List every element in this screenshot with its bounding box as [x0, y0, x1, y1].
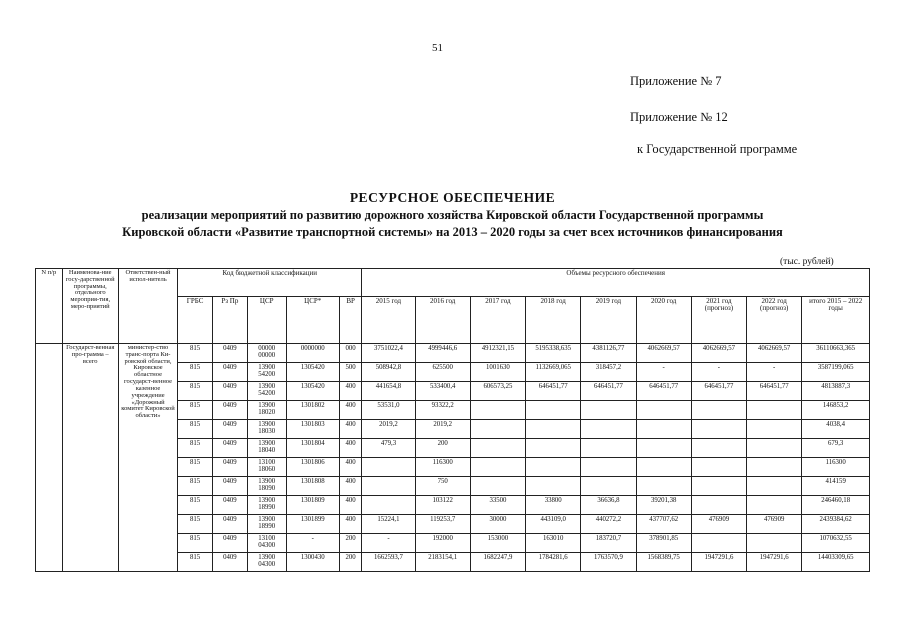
cell-y2020: 378901,85: [636, 534, 691, 553]
row-number-cell: [36, 344, 63, 572]
cell-y2020: [636, 420, 691, 439]
cell-rzpr: 0409: [212, 344, 247, 363]
cell-y2016: 116300: [415, 458, 470, 477]
cell-y2016: 93322,2: [415, 401, 470, 420]
cell-rzpr: 0409: [212, 496, 247, 515]
cell-total: 14403309,65: [802, 553, 870, 572]
cell-grbs: 815: [178, 553, 213, 572]
cell-y2016: 103122: [415, 496, 470, 515]
cell-y2020: 1568389,75: [636, 553, 691, 572]
header-2019: 2019 год: [581, 296, 636, 343]
cell-y2021: 1947291,6: [691, 553, 746, 572]
cell-grbs: 815: [178, 458, 213, 477]
cell-rzpr: 0409: [212, 515, 247, 534]
header-csr-star: ЦСР*: [286, 296, 339, 343]
cell-rzpr: 0409: [212, 477, 247, 496]
cell-y2021: 646451,77: [691, 382, 746, 401]
cell-y2015: -: [362, 534, 415, 553]
cell-y2017: [470, 401, 525, 420]
appendix-program: к Государственной программе: [637, 142, 798, 156]
cell-rzpr: 0409: [212, 363, 247, 382]
header-2018: 2018 год: [526, 296, 581, 343]
header-num: N п/р: [36, 269, 63, 344]
cell-y2015: 15224,1: [362, 515, 415, 534]
cell-y2016: 533400,4: [415, 382, 470, 401]
cell-rzpr: 0409: [212, 439, 247, 458]
cell-y2022: [747, 477, 802, 496]
cell-y2017: 606573,25: [470, 382, 525, 401]
header-volumes: Объемы ресурсного обеспечения: [362, 269, 870, 297]
cell-y2015: [362, 477, 415, 496]
cell-y2017: [470, 477, 525, 496]
cell-y2017: [470, 420, 525, 439]
header-2020: 2020 год: [636, 296, 691, 343]
cell-y2019: [581, 458, 636, 477]
cell-total: 246460,18: [802, 496, 870, 515]
cell-y2018: 646451,77: [526, 382, 581, 401]
cell-y2017: 4912321,15: [470, 344, 525, 363]
cell-csr-star: 1301804: [286, 439, 339, 458]
cell-y2022: 476909: [747, 515, 802, 534]
header-name: Наименова-ние госу-дарственной программы, отдельного мероприя-тия, меро-приятий: [62, 269, 118, 344]
header-responsible: Ответствен-ный испол-нитель: [118, 269, 177, 344]
cell-grbs: 815: [178, 344, 213, 363]
header-2022: 2022 год (прогноз): [747, 296, 802, 343]
header-budget-code: Код бюджетной классификации: [178, 269, 362, 297]
cell-total: 116300: [802, 458, 870, 477]
cell-y2016: 192000: [415, 534, 470, 553]
cell-y2020: 4062669,57: [636, 344, 691, 363]
cell-y2016: 625500: [415, 363, 470, 382]
cell-csr: 13900 18990: [247, 496, 286, 515]
cell-csr: 13100 04300: [247, 534, 286, 553]
cell-y2022: [747, 401, 802, 420]
cell-y2020: [636, 401, 691, 420]
cell-vr: 400: [339, 382, 362, 401]
cell-y2019: [581, 477, 636, 496]
cell-y2021: 4062669,57: [691, 344, 746, 363]
cell-y2017: 30000: [470, 515, 525, 534]
cell-y2017: 1001630: [470, 363, 525, 382]
cell-vr: 400: [339, 515, 362, 534]
cell-grbs: 815: [178, 382, 213, 401]
cell-rzpr: 0409: [212, 420, 247, 439]
cell-csr: 00000 00000: [247, 344, 286, 363]
cell-vr: 400: [339, 496, 362, 515]
cell-vr: 400: [339, 420, 362, 439]
units-label: (тыс. рублей): [780, 257, 834, 267]
cell-y2019: [581, 420, 636, 439]
cell-csr: 13900 18090: [247, 477, 286, 496]
document-subtitle-1: реализации мероприятий по развитию дорожного хозяйства Кировской области Государственной программы: [141, 208, 764, 222]
cell-y2015: [362, 458, 415, 477]
table-row: [36, 344, 870, 363]
cell-y2017: [470, 458, 525, 477]
cell-total: 4038,4: [802, 420, 870, 439]
cell-y2018: 33800: [526, 496, 581, 515]
cell-total: 679,3: [802, 439, 870, 458]
cell-y2015: 479,3: [362, 439, 415, 458]
header-csr: ЦСР: [247, 296, 286, 343]
cell-y2017: 1682247,9: [470, 553, 525, 572]
cell-y2015: [362, 496, 415, 515]
cell-rzpr: 0409: [212, 401, 247, 420]
cell-csr-star: 1301899: [286, 515, 339, 534]
cell-total: 36110663,365: [802, 344, 870, 363]
header-2017: 2017 год: [470, 296, 525, 343]
document-subtitle-2: Кировской области «Развитие транспортной системы» на 2013 – 2020 годы за счет всех источников финансирования: [122, 225, 783, 239]
cell-total: 1070632,55: [802, 534, 870, 553]
cell-total: 2439384,62: [802, 515, 870, 534]
cell-y2015: 53531,0: [362, 401, 415, 420]
cell-y2017: 33500: [470, 496, 525, 515]
cell-vr: 500: [339, 363, 362, 382]
cell-vr: 400: [339, 477, 362, 496]
cell-y2016: 2019,2: [415, 420, 470, 439]
cell-vr: 200: [339, 534, 362, 553]
page-number: 51: [432, 42, 443, 54]
cell-grbs: 815: [178, 477, 213, 496]
program-name-cell: Государст-венная про-грамма – всего: [62, 344, 118, 572]
cell-csr: 13900 54200: [247, 363, 286, 382]
cell-y2021: [691, 458, 746, 477]
cell-y2018: 443109,0: [526, 515, 581, 534]
cell-y2018: [526, 439, 581, 458]
cell-y2021: [691, 534, 746, 553]
cell-y2016: 200: [415, 439, 470, 458]
cell-y2018: [526, 420, 581, 439]
cell-y2019: 646451,77: [581, 382, 636, 401]
cell-y2019: [581, 439, 636, 458]
cell-grbs: 815: [178, 363, 213, 382]
cell-y2021: [691, 496, 746, 515]
cell-total: 414159: [802, 477, 870, 496]
cell-y2018: [526, 401, 581, 420]
cell-y2022: 1947291,6: [747, 553, 802, 572]
cell-y2015: 508942,8: [362, 363, 415, 382]
cell-y2018: 1784281,6: [526, 553, 581, 572]
cell-grbs: 815: [178, 515, 213, 534]
cell-vr: 400: [339, 439, 362, 458]
cell-vr: 200: [339, 553, 362, 572]
cell-vr: 000: [339, 344, 362, 363]
cell-csr: 13900 04300: [247, 553, 286, 572]
cell-y2021: [691, 420, 746, 439]
header-2021: 2021 год (прогноз): [691, 296, 746, 343]
cell-y2015: 3751022,4: [362, 344, 415, 363]
cell-y2021: [691, 477, 746, 496]
cell-rzpr: 0409: [212, 553, 247, 572]
cell-y2015: 441654,8: [362, 382, 415, 401]
cell-csr-star: 1301808: [286, 477, 339, 496]
cell-y2019: 36636,8: [581, 496, 636, 515]
cell-csr-star: 1301803: [286, 420, 339, 439]
header-row-1: [36, 269, 870, 297]
cell-csr-star: 1301802: [286, 401, 339, 420]
cell-y2016: 750: [415, 477, 470, 496]
cell-csr-star: 1305420: [286, 363, 339, 382]
cell-csr: 13900 18990: [247, 515, 286, 534]
cell-y2022: [747, 420, 802, 439]
cell-csr: 13900 18040: [247, 439, 286, 458]
cell-y2020: [636, 458, 691, 477]
cell-csr-star: -: [286, 534, 339, 553]
cell-y2016: 2183154,1: [415, 553, 470, 572]
cell-y2018: 163010: [526, 534, 581, 553]
cell-vr: 400: [339, 401, 362, 420]
cell-csr-star: 1301809: [286, 496, 339, 515]
cell-y2018: 1132669,065: [526, 363, 581, 382]
cell-rzpr: 0409: [212, 458, 247, 477]
appendix-12: Приложение № 12: [630, 110, 728, 124]
cell-y2018: 5195338,635: [526, 344, 581, 363]
cell-csr: 13900 18030: [247, 420, 286, 439]
cell-rzpr: 0409: [212, 382, 247, 401]
cell-y2019: 1763570,9: [581, 553, 636, 572]
cell-y2022: 646451,77: [747, 382, 802, 401]
cell-y2020: 39201,38: [636, 496, 691, 515]
appendix-7: Приложение № 7: [630, 74, 722, 88]
cell-total: 3587199,065: [802, 363, 870, 382]
header-rzpr: Рз Пр: [212, 296, 247, 343]
cell-y2019: 318457,2: [581, 363, 636, 382]
responsible-org-cell: министер-ство транс-порта Ки-ровской области, Кировское областное государст-венное казенное учреждение «Дорожный комитет Кировской области»: [118, 344, 177, 572]
cell-csr-star: 0000000: [286, 344, 339, 363]
cell-csr: 13100 18060: [247, 458, 286, 477]
cell-csr-star: 1300430: [286, 553, 339, 572]
cell-y2019: [581, 401, 636, 420]
cell-y2021: [691, 401, 746, 420]
cell-vr: 400: [339, 458, 362, 477]
header-grbs: ГРБС: [178, 296, 213, 343]
cell-csr-star: 1305420: [286, 382, 339, 401]
cell-y2016: 4999446,6: [415, 344, 470, 363]
header-vr: ВР: [339, 296, 362, 343]
cell-y2015: 2019,2: [362, 420, 415, 439]
cell-y2017: [470, 439, 525, 458]
header-2016: 2016 год: [415, 296, 470, 343]
cell-y2022: [747, 439, 802, 458]
resource-table: [35, 268, 870, 572]
cell-y2019: 440272,2: [581, 515, 636, 534]
cell-y2015: 1662593,7: [362, 553, 415, 572]
cell-y2021: -: [691, 363, 746, 382]
cell-y2018: [526, 458, 581, 477]
cell-grbs: 815: [178, 496, 213, 515]
cell-csr-star: 1301806: [286, 458, 339, 477]
cell-y2016: 119253,7: [415, 515, 470, 534]
cell-grbs: 815: [178, 439, 213, 458]
cell-grbs: 815: [178, 534, 213, 553]
cell-y2021: 476909: [691, 515, 746, 534]
cell-y2020: [636, 439, 691, 458]
cell-y2022: 4062669,57: [747, 344, 802, 363]
header-total: итого 2015 – 2022 годы: [802, 296, 870, 343]
cell-y2020: [636, 477, 691, 496]
cell-csr: 13900 18020: [247, 401, 286, 420]
cell-y2020: 437707,62: [636, 515, 691, 534]
cell-y2018: [526, 477, 581, 496]
cell-y2019: 4381126,77: [581, 344, 636, 363]
cell-y2022: [747, 458, 802, 477]
cell-csr: 13900 54200: [247, 382, 286, 401]
cell-y2017: 153000: [470, 534, 525, 553]
cell-y2022: -: [747, 363, 802, 382]
cell-grbs: 815: [178, 401, 213, 420]
cell-total: 146853,2: [802, 401, 870, 420]
cell-rzpr: 0409: [212, 534, 247, 553]
cell-total: 4813887,3: [802, 382, 870, 401]
cell-y2021: [691, 439, 746, 458]
cell-y2020: -: [636, 363, 691, 382]
header-2015: 2015 год: [362, 296, 415, 343]
document-title: РЕСУРСНОЕ ОБЕСПЕЧЕНИЕ: [349, 190, 556, 205]
cell-y2019: 183720,7: [581, 534, 636, 553]
cell-grbs: 815: [178, 420, 213, 439]
cell-y2020: 646451,77: [636, 382, 691, 401]
cell-y2022: [747, 534, 802, 553]
cell-y2022: [747, 496, 802, 515]
